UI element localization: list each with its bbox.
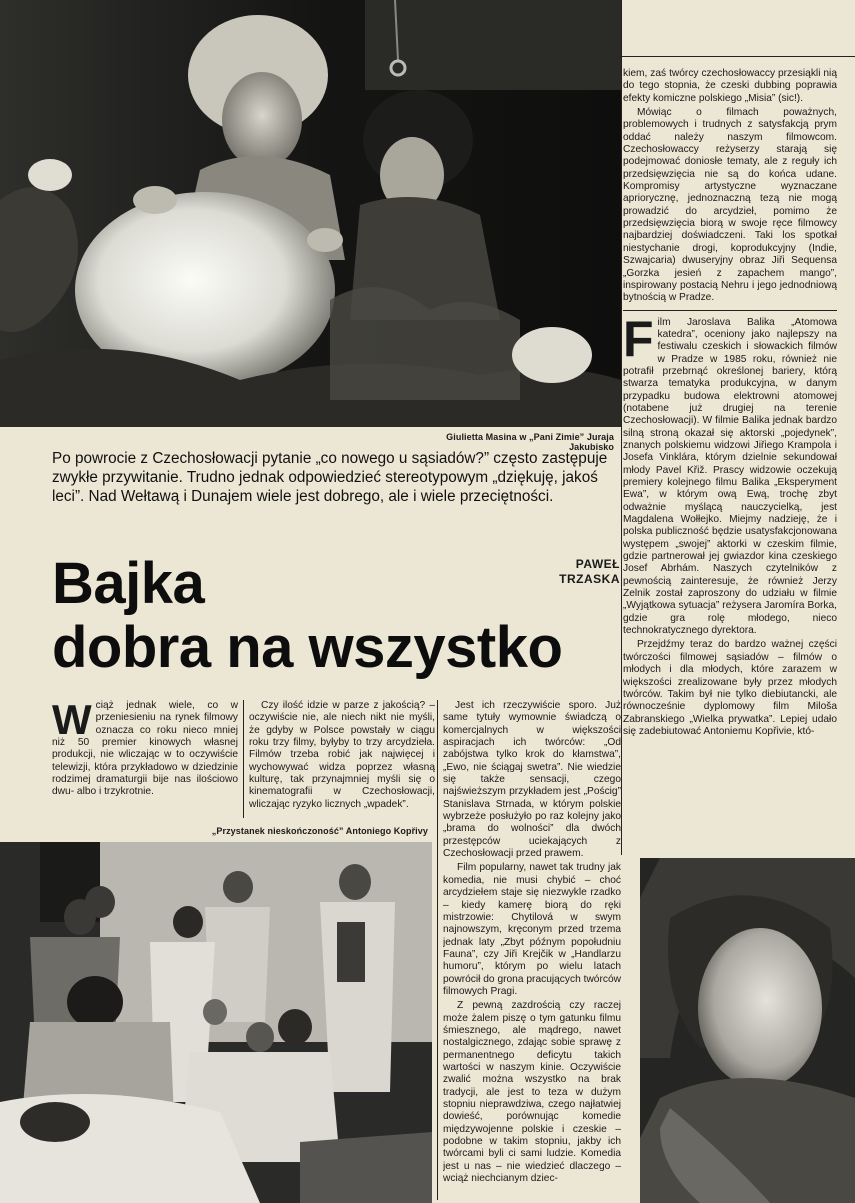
right-col-divider	[623, 310, 837, 311]
body-column-2	[249, 700, 435, 820]
body-col3-p1: Jest ich rzeczywiście sporo. Już same tytuły wymownie świadczą o komercjalnych w większości aspiracjach ich twórców: „Od zabójstwa tylko krok do kłamstwa”, „Ewo, nie ściągaj swetra”. Nie wiedzie się także sensacji, czego najświeższym przykładem jest „Pościg” Stanislava Strnada, w którym polskie wybrzeże posłużyło po raz kolejny jako „brama do wolności” dla dwóch przestępców uciekających z Czechosłowacji przed prawem.	[443, 700, 621, 860]
dropcap-f: F	[623, 310, 654, 367]
column-rule-1	[243, 700, 244, 818]
right-column	[623, 68, 837, 848]
author-name	[520, 557, 620, 587]
dropcap-w: W	[52, 700, 92, 743]
right-col-p3: ilm Jaroslava Balika „Atomowa katedra”, oceniony jako najlepszy na festiwalu czeskich i słowackich filmów w Pradze w 1985 roku, również nie potrafił przebrnąć określonej bariery, którą stwarza tematyka produkcyjna, w danym przypadku budowa elektrowni atomowej (notabene już drugiej na terenie Czechosłowacji). W filmie Balika jednak bardzo silną stroną okazał się aktorski „pojedynek”, znanych polskiemu widzowi Jiřiego Krampola i Josefa Vinklára, którym dzielnie sekundował młody Pavel Křiž. Prascy widzowie oczekują premiery kolejnego filmu Balika „Eksperyment Ewa”, w którym ową Ewą, trochę zbyt odważnie myślącą nauczycielką, jest Magdalena Wołłejko. Miejmy nadzieję, że i polska publiczność będzie usatysfakcjonowana występem „swojej” aktorki w czeskim filmie, gdzie partnerował jej gwiazdor kina czeskiego Josef Abrhám. Naszych czytelników z pewnością zainteresuje, że również Jerzy Zelnik został zaproszony do udziału w filmie „Wyjątkowa sytuacja” reżysera Jaromíra Borka, gdzie gra rolę młodego, nieco technokratycznego dyrektora.	[623, 316, 837, 637]
column-rule-2	[437, 700, 438, 1200]
body-col3-p3: Z pewną zazdrością czy raczej może żalem piszę o tym gatunku filmu śmiesznego, ale mądrego, nawet nostalgicznego, zdając sobie sprawę z permanentnego deficytu takich wartości w naszym kinie. Oczywiście zwalić można wszystko na brak tradycji, ale jest to teza w dużym stopniu nieprawdziwa, czego najłatwiej dowieść, porównując komedie międzywojenne polskie i czeskie – podobne w takim stopniu, jakby ich twórcami byli ci sami ludzie. Komedia jest u nas – nie wiedzieć dlaczego – wciąż niechcianym dziec-	[443, 1000, 621, 1185]
body-col2-text: Czy ilość idzie w parze z jakością? – oczywiście nie, ale niech nikt nie myśli, że gdyby w Polsce powstały w ciągu roku trzy filmy, byłyby to trzy arcydzieła. Filmów trzeba robić jak najwięcej i wychowywać widza poprzez własną kulturę, tak przynajmniej myśli się o kinematografii w Czechosłowacji, wliczając ryzyko licznych „wpadek”.	[249, 700, 435, 810]
bottom-left-photo-kopriva	[0, 842, 432, 1203]
column-rule-right	[621, 0, 622, 855]
author-last-name: TRZASKA	[559, 572, 620, 586]
body-column-3	[443, 700, 621, 1200]
right-col-p1: kiem, zaś twórcy czechosłowaccy przesiąkli nią do tego stopnia, że czeski dubbing poprawia efekty komiczne polskiego „Misia” (sic!).	[623, 68, 837, 104]
right-col-p3-wrap	[623, 310, 837, 638]
top-photo-caption: Giulietta Masina w „Pani Zimie” Juraja Jakubisko	[446, 432, 614, 452]
right-col-p4: Przejdźmy teraz do bardzo ważnej części twórczości filmowej sąsiadów – filmów o młodych i dla młodych, które zarazem w większości zrealizowane były przez młodych twórców. Takim był nie tylko diebiutancki, ale równocześnie dyplomowy film Miloša Zabranskiego „Wielka prywatka”. Lepiej udało się zadebiutować Antoniemu Kopřivie, któ-	[623, 639, 837, 737]
lead-paragraph: Po powrocie z Czechosłowacji pytanie „co nowego u sąsiadów?” często zastępuje zwykłe przywitanie. Trudno jednak odpowiedzieć stereotypowym „dziękuję, jakoś leci”. Nad Wełtawą i Dunajem wiele jest dobrego, ale i wiele przeciętności.	[52, 450, 608, 505]
top-photo-masina	[0, 0, 621, 427]
top-right-rule	[621, 56, 855, 57]
author-first-name: PAWEŁ	[575, 557, 620, 571]
body-column-1	[52, 700, 238, 820]
headline-line-1: Bajka	[52, 551, 205, 616]
body-col1-text: ciąż jednak wiele, co w przeniesieniu na rynek filmowy oznacza co roku nieco mniej niż 50 premier kinowych własnej produkcji, nie wliczając w to oczywiście telewizji, która przykładowo w dziedzinie rodzimej dramaturgii bije nas ilościowo dwu- albo i trzykrotnie.	[52, 700, 238, 798]
bottom-photo-caption: „Przystanek nieskończoność” Antoniego Kopřivy	[211, 826, 428, 836]
bottom-right-portrait	[640, 858, 855, 1203]
body-col3-p2: Film popularny, nawet tak trudny jak komedia, nie musi chybić – choć arcydziełem staje się niezwykle rzadko – kiedy kamerę biorą do ręki mistrzowie: Chytilová w swym najnowszym, kręconym przed trzema jednak laty „Zbyt późnym popołudniu Fauna”, czy Jiři Krejčik w „Handlarzu humoru”, którym po wielu latach powrócił do grona pracujących twórców filmowych Pragi.	[443, 862, 621, 997]
headline-line-2: dobra na wszystko	[52, 615, 563, 680]
right-col-p2: Mówiąc o filmach poważnych, problemowych i trudnych z satysfakcją prym oddać należy naszym filmowcom. Czechosłowaccy reżyserzy starają się podejmować doniosłe tematy, ale z reguły ich przedsięwzięcia nie są do końca udane. Kompromisy artystyczne wyznaczane apriorycznę, jednoznaczną tezą nie mogą prowadzić do arcydzieł, pomimo że przedsięwzięcia biorą w swoje ręce filmowcy najbardziej doświadczeni. Taki los spotkał niestychanie drogi, koprodukcyjny (Indie, Szwajcaria) dwuseryjny obraz Jiři Sequensa „Gorzka jesień z zapachem mango”, inspirowany postacią Nehru i jego jednodniową bytnością w Pradze.	[623, 107, 837, 304]
